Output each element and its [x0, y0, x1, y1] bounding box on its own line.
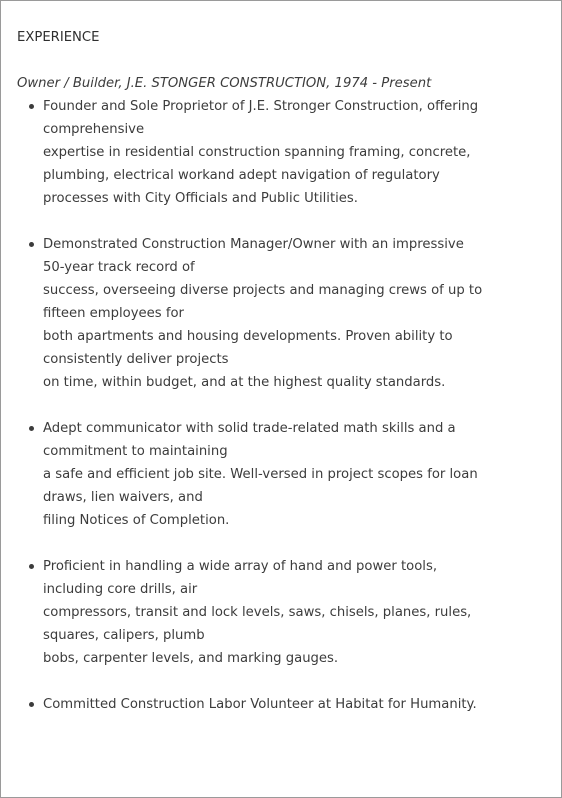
- bullet-line: expertise in residential construction spanning framing, concrete, plumbing, electrical workand adept navigation of regulatory processes with City Officials and Public Utilities.: [43, 145, 471, 206]
- bullet-item: [17, 693, 487, 716]
- bullet-line: bobs, carpenter levels, and marking gauges.: [43, 651, 339, 666]
- bullet-line: on time, within budget, and at the highest quality standards.: [43, 375, 446, 390]
- bullet-item: [17, 417, 487, 532]
- bullet-line: Demonstrated Construction Manager/Owner with an impressive 50-year track record of: [43, 237, 464, 275]
- bullet-line: Founder and Sole Proprietor of J.E. Stronger Construction, offering comprehensive: [43, 99, 479, 137]
- bullet-line: a safe and efficient job site. Well-versed in project scopes for loan draws, lien waivers, and: [43, 467, 478, 505]
- bullet-line: success, overseeing diverse projects and managing crews of up to fifteen employees for: [43, 283, 483, 321]
- bullet-line: filing Notices of Completion.: [43, 513, 230, 528]
- bullet-item: [17, 233, 487, 394]
- job-title: Owner / Builder, J.E. STONGER CONSTRUCTION, 1974 - Present: [17, 76, 432, 91]
- bullet-line: Proficient in handling a wide array of hand and power tools, including core drills, air: [43, 559, 438, 597]
- bullet-item: [17, 95, 487, 210]
- bullet-line: Committed Construction Labor Volunteer at Habitat for Humanity.: [43, 697, 477, 712]
- section-title: EXPERIENCE: [17, 30, 100, 45]
- experience-section: [17, 26, 487, 739]
- bullet-line: compressors, transit and lock levels, saws, chisels, planes, rules, squares, calipers, plumb: [43, 605, 472, 643]
- experience-bullets: [17, 95, 487, 716]
- bullet-line: both apartments and housing developments. Proven ability to consistently deliver projects: [43, 329, 453, 367]
- bullet-item: [17, 555, 487, 670]
- bullet-line: Adept communicator with solid trade-related math skills and a commitment to maintaining: [43, 421, 456, 459]
